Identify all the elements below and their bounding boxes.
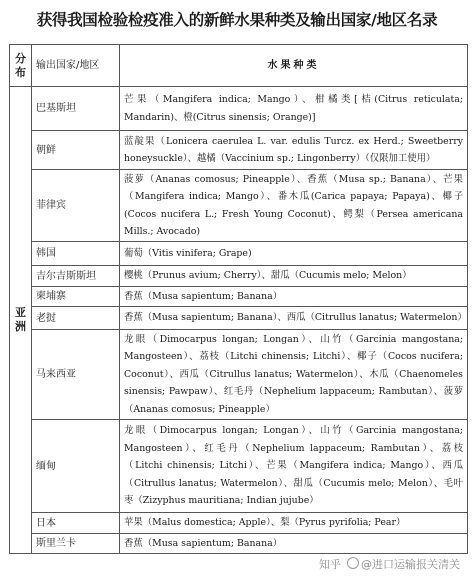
fruit-cell bbox=[120, 170, 468, 242]
country-cell: 日本 bbox=[32, 513, 120, 534]
country-cell: 斯里兰卡 bbox=[32, 534, 120, 554]
table-row bbox=[10, 287, 468, 307]
fruit-cell bbox=[120, 87, 468, 131]
fruit-text: 香蕉（Musa sapientum; Banana） bbox=[124, 537, 283, 549]
fruit-cell bbox=[120, 287, 468, 307]
fruit-cell bbox=[120, 330, 468, 420]
fruit-text: 香蕉（Musa sapientum; Banana） bbox=[124, 290, 283, 302]
page-title: 获得我国检验检疫准入的新鲜水果种类及输出国家/地区名录 bbox=[36, 11, 438, 29]
country-cell: 老挝 bbox=[32, 307, 120, 330]
table-row bbox=[10, 513, 468, 534]
region-cell bbox=[10, 87, 32, 554]
region-label: 亚洲 bbox=[15, 306, 26, 333]
fruit-cell bbox=[120, 131, 468, 170]
watermark-author: @进口运输报关清关 bbox=[361, 558, 460, 571]
table-row bbox=[10, 87, 468, 131]
fruit-cell bbox=[120, 534, 468, 554]
zhihu-avatar-icon bbox=[347, 557, 359, 569]
fruit-text: 樱桃（Prunus avium; Cherry）、甜瓜（Cucumis melo; Melon） bbox=[124, 270, 412, 282]
table-row bbox=[10, 420, 468, 513]
header-fruit: 水果种类 bbox=[120, 45, 468, 87]
table-row bbox=[10, 266, 468, 287]
fruit-text: 苹果（Malus domestica; Apple）、梨（Pyrus pyrifolia; Pear） bbox=[124, 517, 406, 529]
fruit-text: 龙眼（Dimocarpus longan; Longan）、山竹（Garcinia mangostana; Mangosteen）、荔枝（Litchi chinensis; Litchi）、椰子（Cocos nucifera; Coconut）、西瓜（Citrullus lanatus; Watermelon）、木瓜（Chaenomeles sinensis; Pawpaw）、红毛丹（Nephelium lappaceum; Rambutan）、菠萝（Ananas comosus; Pineapple） bbox=[124, 333, 463, 415]
fruit-cell bbox=[120, 513, 468, 534]
country-cell: 吉尔吉斯斯坦 bbox=[32, 266, 120, 287]
watermark-platform: 知乎 bbox=[319, 558, 341, 571]
table-row bbox=[10, 170, 468, 242]
header-region-label: 分布 bbox=[15, 51, 26, 79]
country-cell: 柬埔寨 bbox=[32, 287, 120, 307]
table-row bbox=[10, 307, 468, 330]
fruit-cell bbox=[120, 266, 468, 287]
table-header-row bbox=[10, 45, 468, 87]
fruit-cell bbox=[120, 242, 468, 266]
country-cell: 菲律宾 bbox=[32, 170, 120, 242]
fruit-text: 菠萝（Ananas comosus; Pineapple）、香蕉（Musa sp.; Banana）、芒果（Mangifera indica; Mango）、番木瓜(Carica papaya; Papaya)、椰子(Cocos nucifera L.; Fresh Young Coconut)、鳄梨（Persea americana Mills.; Avocado) bbox=[124, 173, 463, 237]
table-row bbox=[10, 242, 468, 266]
fruit-text: 蓝靛果（Lonicera caerulea L. var. edulis Turcz. ex Herd.; Sweetberry honeysuckle）、越橘（Vaccinium sp.; Lingonberry）（仅限加工使用） bbox=[124, 135, 463, 164]
fruit-access-table bbox=[9, 44, 468, 554]
table-row bbox=[10, 131, 468, 170]
header-country: 输出国家/地区 bbox=[32, 45, 120, 87]
fruit-text: 芒果（Mangifera indica; Mango）、柑橘类[桔(Citrus reticulata; Mandarin)、橙(Citrus sinensis; Orange)] bbox=[124, 94, 463, 123]
watermark bbox=[319, 556, 460, 572]
fruit-cell bbox=[120, 420, 468, 513]
country-cell: 韩国 bbox=[32, 242, 120, 266]
country-cell: 巴基斯坦 bbox=[32, 87, 120, 131]
fruit-text: 葡萄（Vitis vinifera; Grape) bbox=[124, 247, 252, 259]
country-cell: 朝鲜 bbox=[32, 131, 120, 170]
table-row bbox=[10, 534, 468, 554]
table-row bbox=[10, 330, 468, 420]
fruit-text: 香蕉（Musa sapientum; Banana）、西瓜（Citrullus lanatus; Watermelon） bbox=[124, 312, 467, 324]
country-cell: 缅甸 bbox=[32, 420, 120, 513]
fruit-cell bbox=[120, 307, 468, 330]
header-region bbox=[10, 45, 32, 87]
fruit-text: 龙眼（Dimocarpus longan; Longan）、山竹（Garcinia mangostana; Mangosteen）、红毛丹（Nephelium lappaceum; Rambutan）、荔枝（Litchi chinensis; Litchi）、芒果（Mangifera indica; Mango）、西瓜（Citrullus lanatus; Watermelon）、甜瓜（Cucumis melo; Melon）、毛叶枣（Zizyphus mauritiana; Indian jujube） bbox=[124, 425, 463, 507]
country-cell: 马来西亚 bbox=[32, 330, 120, 420]
